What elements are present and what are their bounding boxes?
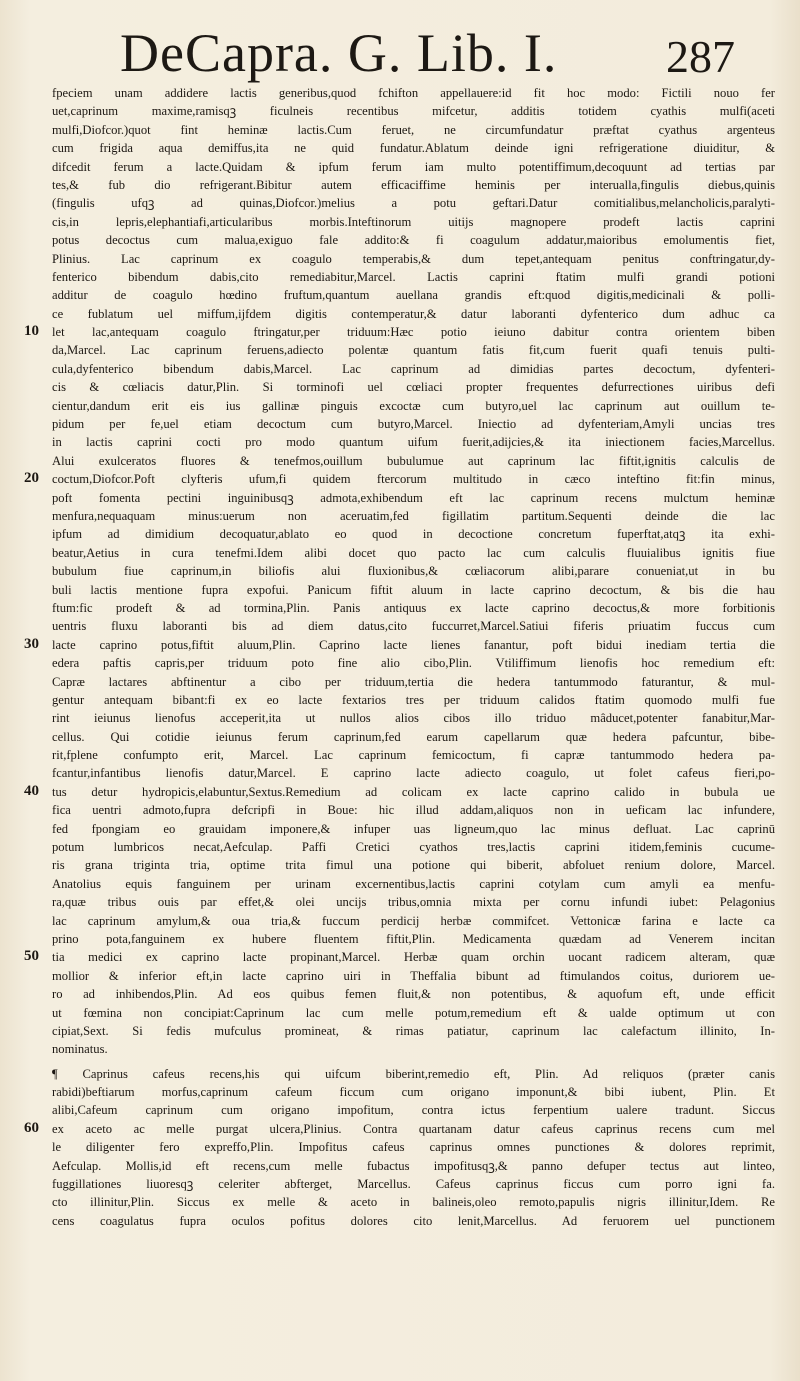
text-line: potum lumbricos necat,Aefculap. Paffi Cretici cyathos tres,lactis caprini itidem,feminis cucume-: [52, 840, 775, 855]
text-line: ¶ Caprinus cafeus recens,his qui uifcum biberint,remedio eft, Plin. Ad reliquos (præter canis: [52, 1066, 775, 1081]
text-line: ra,quæ tribus ouis par effet,& olei uncijs tribus,omnia mixta per cornu infundi iubet: Pelagonius: [52, 895, 775, 910]
text-line: rit,fplene confumpto erit, Marcel. Lac caprinum femicoctum, fi capræ tantummodo hedera pa-: [52, 748, 775, 763]
text-line: cum frigida aqua demiffus,ita ne quid fundatur.Ablatum deinde igni refrigeratione diuiditur, &: [52, 141, 775, 156]
margin-line-number: 60: [24, 1120, 39, 1136]
text-line: in lactis caprini cocti pro modo quantum uifum fuerit,adijcies,& ita iniectionem facies,Marcellus.: [52, 435, 775, 450]
text-line: ftum:fic prodeft & ad tormina,Plin. Panis antiquus ex lacte caprino decoctus,& more forbitionis: [52, 600, 775, 615]
text-line: rint ieiunus lienofus acceperit,ita ut nullos alios cibos illo triduo mâducet,potenter fanabitur,Mar-: [52, 711, 775, 726]
text-line: rabidi)beftiarum morfus,caprinum cafeum ficcum cum origano imponunt,& bibi iubent, Plin. Et: [52, 1085, 775, 1100]
margin-line-number: 30: [24, 636, 39, 652]
text-line: cula,dyfenterico bibendum dabis,Marcel. Lac caprinum ad dimidias partes decoctum, dyfenteri-: [52, 361, 775, 376]
text-line: Anatolius equis fanguinem per urinam excernentibus,lactis caprini cotylam cum amyli ea menfu-: [52, 876, 775, 891]
text-line: fenterico bibendum dabis,cito remediabitur,Marcel. Lactis caprini ftatim mulfi grandi potioni: [52, 269, 775, 284]
text-line: Capræ lactares abftinentur a cibo per triduum,tertia die hedera tantummodo faturantur, & mul-: [52, 674, 775, 689]
text-line: Plinius. Lac caprinum ex coagulo temperabis,& dum tepet,antequam penitus conftringatur,dy-: [52, 251, 775, 266]
text-line: le diligenter fero expreffo,Plin. Impofitus cafeus caprinus omnes punctiones & dolores reprimit,: [52, 1140, 775, 1155]
text-line: cipiat,Sext. Si fedis mufculus promineat, & rimas patiatur, caprinum lac calefactum illinito, In-: [52, 1023, 775, 1038]
text-line: fed fpongiam eo grauidam imponere,& infuper uas ligneum,quo lac minus defluat. Lac caprinū: [52, 821, 775, 836]
text-line: Alui exulceratos fluores & tenefmos,ouillum bubulumue aut caprinum lac fiftit,ignitis calculis de: [52, 453, 775, 468]
text-line: fpeciem unam addidere lactis generibus,quod fchifton appellauere:id fit hoc modo: Fictili nouo fer: [52, 86, 775, 100]
text-line: cellus. Qui cotidie ieiunus ferum caprinum,fed earum capellarum quæ hedera pafcuntur, bibe-: [52, 729, 775, 744]
text-line: tia medici ex caprino lacte propinant,Marcel. Herbæ quam orchin uocant radicem alteram, quæ: [52, 950, 775, 965]
text-line: buli lactis mentione fupra expofui. Panicum fiftit aluum in lacte caprino decoctum, & bis die hau: [52, 582, 775, 597]
text-line: ris grana triginta tria, optime trita fimul una potione qui biberit, abfoluet renium dolore, Marcel.: [52, 858, 775, 873]
text-line: beatur,Aetius in cura tenefmi.Idem alibi docet quo pacto lac cum calculis fluuialibus ignitis fiue: [52, 545, 775, 560]
text-line: poft fomenta pectini inguinibusqꝫ admota,exhibendum eft lac caprinum recens mulctum heminæ: [52, 490, 775, 505]
text-line: mollior & inferior eft,in lacte caprino uiri in Theffalia bibunt ad ftimulandos coitus, duriorem ue-: [52, 968, 775, 983]
margin-line-number: 20: [24, 470, 39, 486]
text-line: difcedit ferum a lacte.Quidam & ipfum ferum iam multo potentiffimum,decoquunt ad tertias par: [52, 159, 775, 174]
text-line: pidum per fe,uel etiam decoctum cum butyro,Marcel. Iniectio ad dyfenteriam,Amyli uncias tres: [52, 417, 775, 432]
page-number: 287: [666, 31, 735, 82]
text-line: cens coagulatus fupra oculos pofitus dolores cito lenit,Marcellus. Ad feruorem uel punctionem: [52, 1213, 775, 1228]
text-line: tus detur hydropicis,elabuntur,Sextus.Remedium ad colicam ex lacte caprino calido in bubula ue: [52, 784, 775, 799]
margin-line-number: 40: [24, 783, 39, 799]
text-line: da,Marcel. Lac caprinum feruens,adiecto polentæ quantum fatis fit,cum fuerit quafi tenuis pulti-: [52, 343, 775, 358]
text-line: coctum,Diofcor.Poft clyfteris ufum,fi quidem ftercorum multitudo in cæco inteftino fit:fin minus,: [52, 472, 775, 487]
text-line: ce fublatum uel miffum,ijfdem digitis contemperatur,& datur laboranti dyfenterico dum adhuc ca: [52, 306, 775, 321]
text-line: ipfum ad dimidium decoquatur,ablato eo quod in decoctione concretum fuperftat,atqꝫ ita exhi-: [52, 527, 775, 542]
text-line: fuggillationes liuoresqꝫ celeriter abfterget, Marcellus. Cafeus caprinus ficcus cum porro igni fa.: [52, 1177, 775, 1192]
text-line: lac caprinum amylum,& oua tria,& fuccum perdicij herbæ commifcet. Vettonicæ farina e lacte ca: [52, 913, 775, 928]
text-line: tes,& fub dio refrigerant.Bibitur autem efficaciffime heminis per interualla,fingulis diebus,quinis: [52, 177, 775, 192]
margin-line-number: 50: [24, 948, 39, 964]
text-line: ut fœmina non concipiat:Caprinum lac cum melle potum,remedium eft & ualde optimum ut con: [52, 1005, 775, 1020]
running-title: DeCapra. G. Lib. I.: [120, 23, 558, 83]
text-line: bubulum fiue caprinum,in biliofis alui fluxionibus,& cœliacorum alibi,parare conueniat,ut in bu: [52, 564, 775, 579]
page-header: [0, 22, 800, 84]
text-line: let lac,antequam coagulo ftringatur,per triduum:Hæc potio ieiuno dabitur contra orientem biben: [52, 325, 775, 340]
text-line: gentur antequam bibant:fi ex eo lacte fextarios tres per triduum calidos ftatim quomodo mulfi fue: [52, 692, 775, 707]
text-line: uet,caprinum maxime,ramisqꝫ ficulneis recentibus mifcetur, additis totidem cyathis mulfi(aceti: [52, 104, 775, 119]
text-line: alibi,Cafeum caprinum cum origano impofitum, contra ictus ferpentium ualere tradunt. Siccus: [52, 1103, 775, 1118]
text-line: lacte caprino potus,fiftit aluum,Plin. Caprino lacte lienes fanantur, poft bidui inediam tertia die: [52, 637, 775, 652]
text-line: prino pota,fanguinem ex hubere fluentem fiftit,Plin. Medicamenta quædam ad Venerem incitan: [52, 931, 775, 946]
text-line: ro ad inhibendos,Plin. Ad eos quibus femen fluit,& non potentibus, & aquofum eft, unde efficit: [52, 987, 775, 1002]
text-line: fica uentri admoto,fupra defcripfi in Boue: hic illud addam,aliquos non in ueficam lac infundere,: [52, 803, 775, 818]
text-line: cis,in lepris,elephantiafi,articularibus morbis.Inteftinorum uitijs magnopere prodeft lactis caprini: [52, 214, 775, 229]
body-text: [52, 84, 775, 1230]
text-line: additur de coagulo hœdino fruftum,quantum auellana grandis eft:quod digitis,medicinali & polli-: [52, 288, 775, 303]
text-line: cis & cœliacis datur,Plin. Si torminofi uel cœliaci propter frequentes defurrectiones uiribus defi: [52, 380, 775, 395]
text-line: (fingulis ufqꝫ ad quinas,Diofcor.)melius a potu geftari.Datur comitialibus,melancholicis,paralyti-: [52, 196, 775, 211]
text-line: uentris fluxu laboranti bis ad diem datus,cito fuccurret,Marcel.Satiui fiferis priuatim fuccus cum: [52, 619, 775, 634]
text-line: cientur,dandum erit eis ius gallinæ pinguis excoctæ cum butyro,uel lac caprinum aut ouillum te-: [52, 398, 775, 413]
text-line: edera paftis capris,per triduum poto fine alio cibo,Plin. Vtiliffimum lienofis hoc remedium eft:: [52, 656, 775, 671]
text-line: potus decoctus cum malua,exiguo fale addito:& fi coagulum addatur,maioribus emolumentis fiet,: [52, 233, 775, 248]
margin-line-number: 10: [24, 323, 39, 339]
text-line: fcantur,infantibus lienofis datur,Marcel. E caprino lacte adiecto coagulo, ut folet cafeus fieri,po-: [52, 766, 775, 781]
text-line: menfura,nequaquam minus:uerum non aceruatim,fed figillatim partitum.Sequenti deinde die lac: [52, 508, 775, 523]
text-line: cto illinitur,Plin. Siccus ex melle & aceto in balineis,oleo remoto,papulis nigris illinitur,Idem. Re: [52, 1195, 775, 1210]
text-line: nominatus.: [52, 1042, 108, 1057]
text-line: mulfi,Diofcor.)quot fint heminæ lactis.Cum feruet, ne circumfundatur præftat cyathus argenteus: [52, 122, 775, 137]
text-line: Aefculap. Mollis,id eft recens,cum melle fubactus impofitusqꝫ,& panno defuper tectus aut linteo,: [52, 1158, 775, 1173]
text-line: ex aceto ac melle purgat ulcera,Plinius. Contra quartanam datur cafeus caprinus recens cum mel: [52, 1121, 775, 1136]
